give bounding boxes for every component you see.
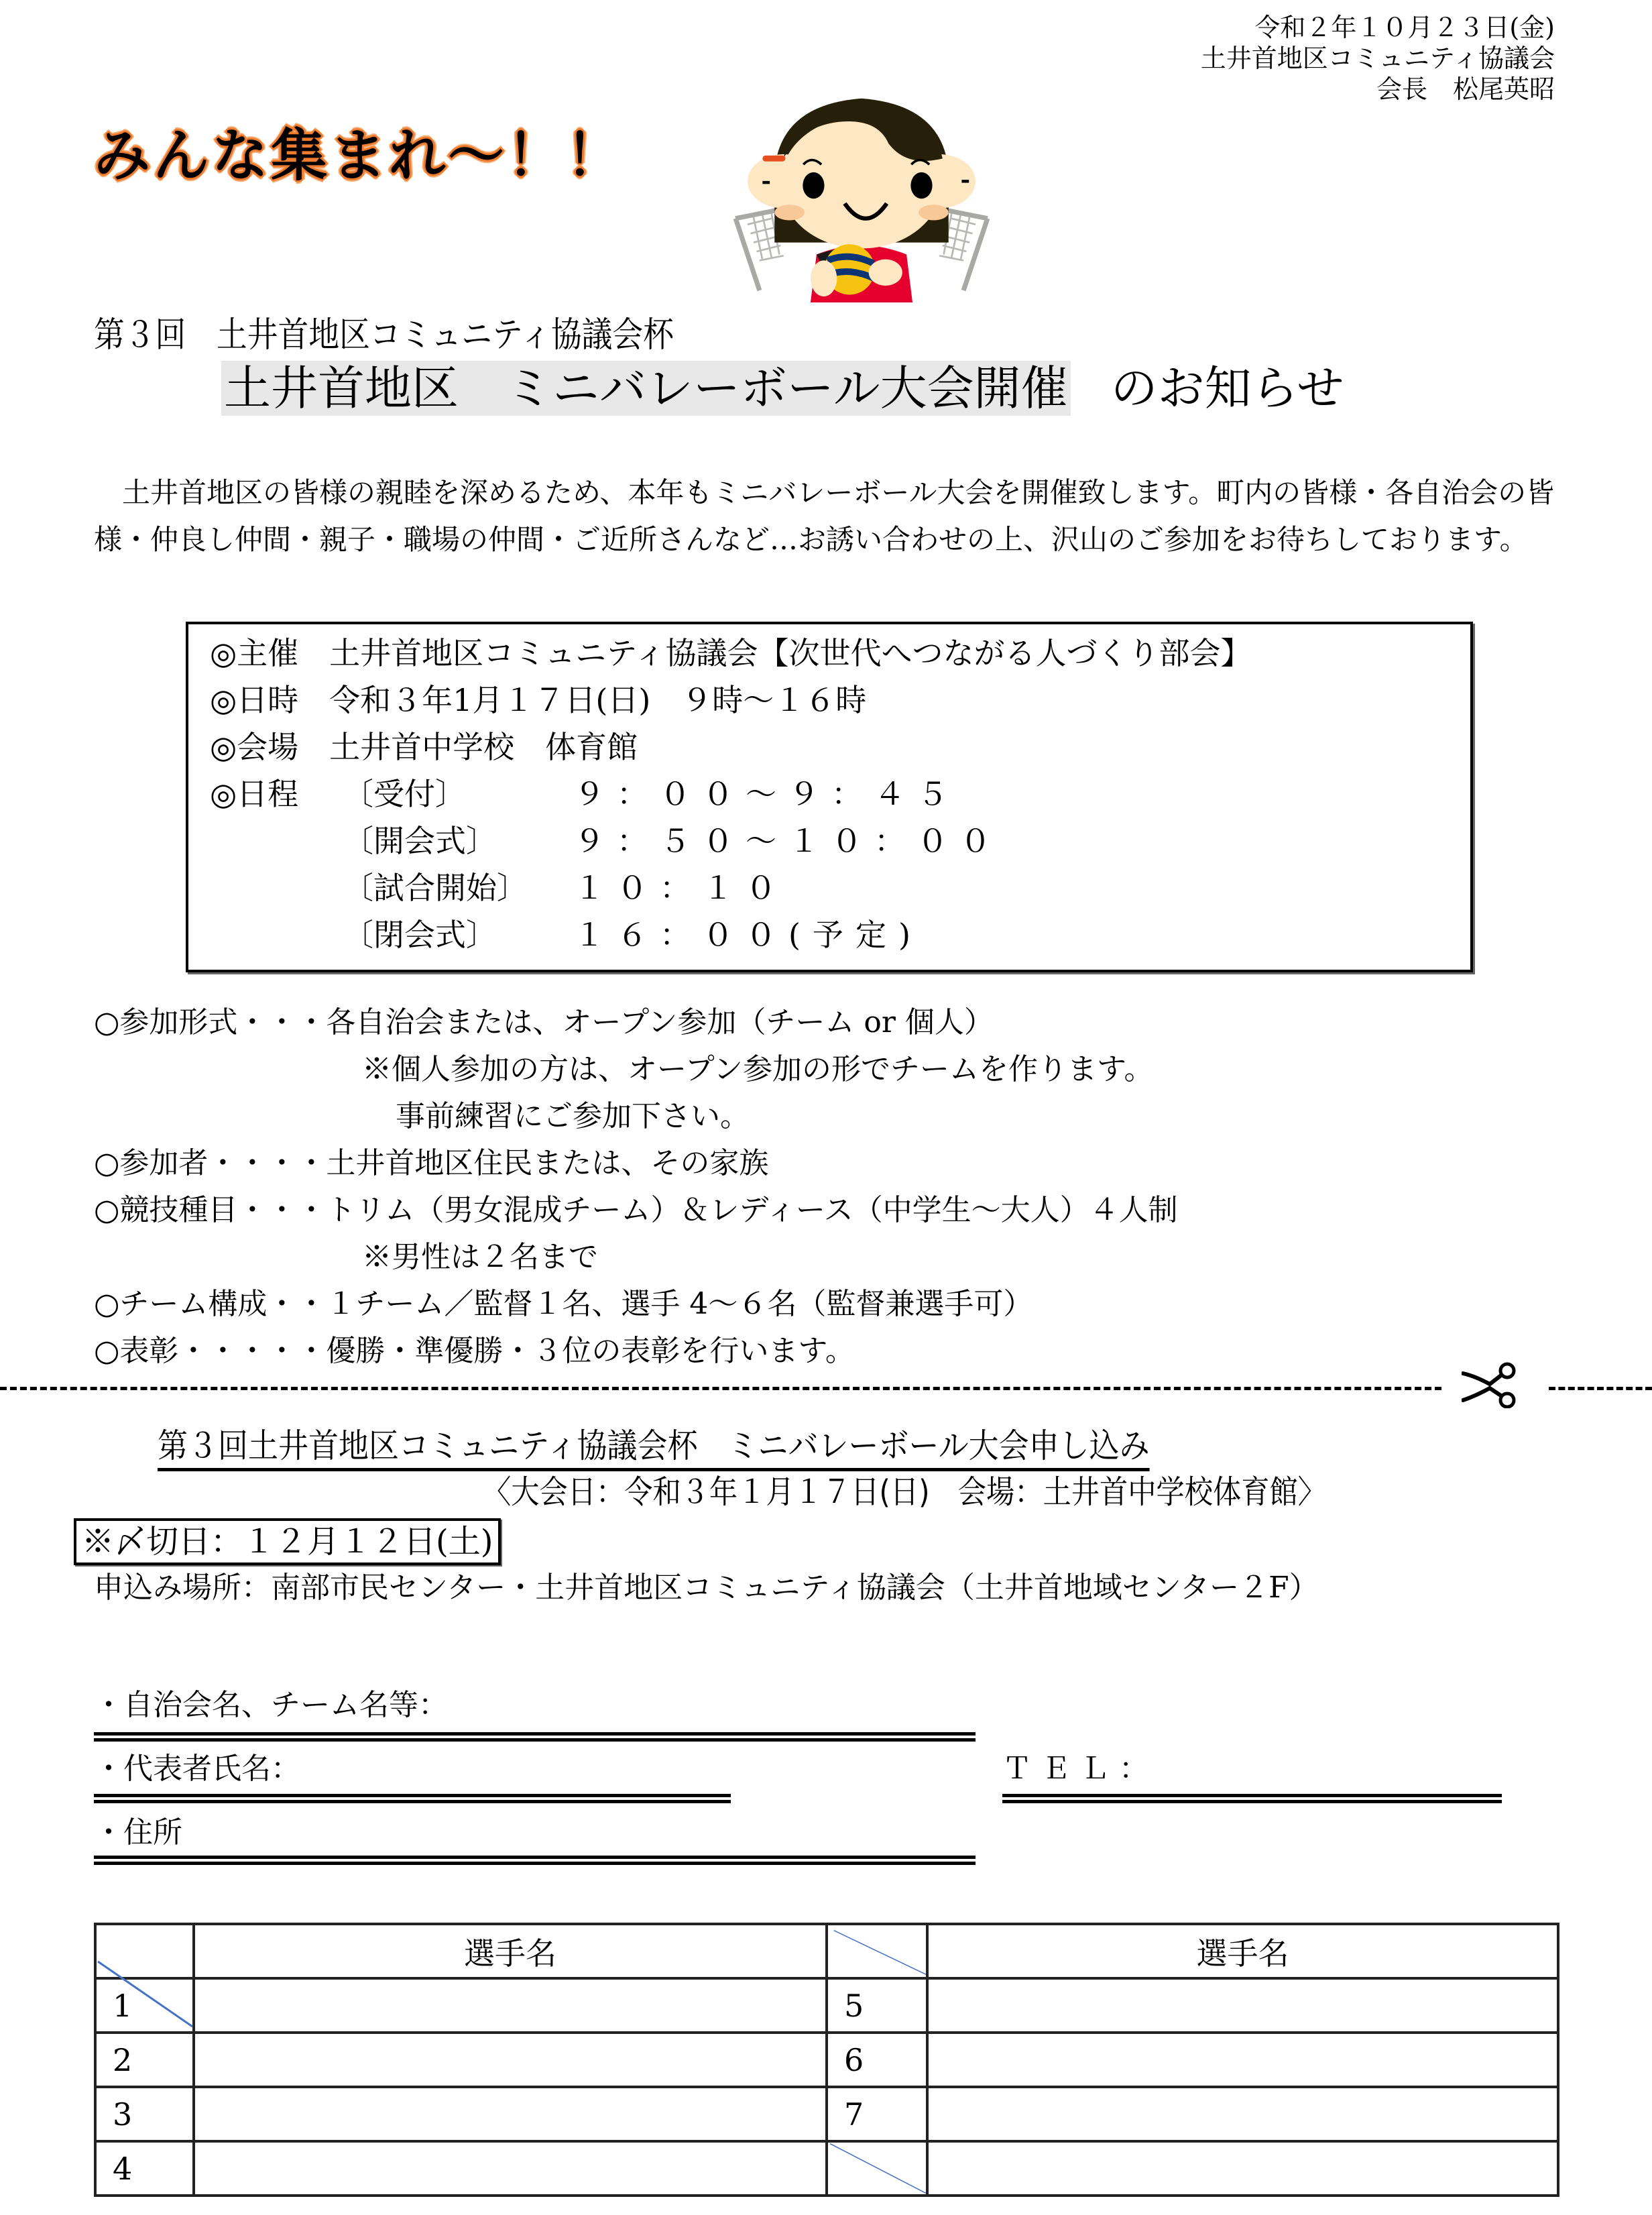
condition-format: ○参加形式・・・各自治会または、オープン参加（チーム or 個人） — [94, 1005, 994, 1039]
representative-input-line[interactable] — [94, 1794, 731, 1803]
row-number: 7 — [827, 2087, 927, 2141]
address-input-line[interactable] — [94, 1856, 976, 1865]
row-number: 5 — [827, 1978, 927, 2033]
player-name-cell[interactable] — [927, 2087, 1558, 2141]
cut-line — [0, 1387, 1441, 1390]
condition-note: ※個人参加の方は、オープン参加の形でチームを作ります。 — [362, 1052, 1154, 1086]
main-title — [221, 361, 1344, 416]
event-subtitle: 第３回 土井首地区コミュニティ協議会杯 — [94, 315, 674, 355]
row-number: 3 — [95, 2087, 194, 2141]
schedule-row: 〔開会式〕 ９：５０〜１０：００ — [343, 823, 1003, 859]
team-name-input-line[interactable] — [94, 1732, 976, 1742]
scissors-icon — [1462, 1361, 1522, 1408]
main-title-highlighted: 土井首地区 ミニバレーボール大会開催 — [221, 361, 1071, 416]
event-info-box — [186, 622, 1473, 972]
column-header-player-name: 選手名 — [194, 1924, 827, 1978]
player-name-cell[interactable] — [194, 1978, 827, 2033]
player-name-cell[interactable] — [927, 1978, 1558, 2033]
table-row — [95, 2033, 1558, 2087]
row-number: 1 — [95, 1978, 194, 2033]
schedule-row: 〔試合開始〕 １０：１０ — [343, 870, 788, 906]
row-number: 4 — [95, 2141, 194, 2196]
player-name-cell[interactable] — [194, 2087, 827, 2141]
address-label: ・住所 — [94, 1815, 182, 1850]
row-number: 6 — [827, 2033, 927, 2087]
column-header-player-name: 選手名 — [927, 1924, 1558, 1978]
schedule-row: 〔受付〕 ９：００〜９：４５ — [343, 776, 960, 812]
representative-label: ・代表者氏名： — [94, 1752, 300, 1786]
player-name-cell[interactable] — [194, 2033, 827, 2087]
condition-awards: ○表彰・・・・・優勝・準優勝・３位の表彰を行います。 — [94, 1334, 855, 1368]
info-schedule-label: ◎日程 — [210, 776, 299, 812]
info-datetime: ◎日時 令和３年1月１７日(日) ９時〜１６時 — [210, 682, 867, 718]
condition-note: ※男性は２名まで — [362, 1240, 598, 1274]
row-number: 2 — [95, 2033, 194, 2087]
application-place: 申込み場所：南部市民センター・土井首地区コミュニティ協議会（土井首地域センター２F） — [94, 1571, 1319, 1605]
table-row — [95, 1978, 1558, 2033]
organization-name: 土井首地区コミュニティ協議会 — [1200, 44, 1555, 73]
table-row — [95, 2087, 1558, 2141]
condition-note: 事前練習にご参加下さい。 — [396, 1099, 750, 1133]
player-name-cell[interactable] — [927, 2141, 1558, 2196]
application-title: 第３回土井首地区コミュニティ協議会杯 ミニバレーボール大会申し込み — [158, 1425, 1150, 1471]
tel-input-line[interactable] — [1002, 1794, 1502, 1803]
player-name-cell[interactable] — [194, 2141, 827, 2196]
deadline-box: ※〆切日：１２月１２日(土) — [74, 1518, 501, 1565]
info-venue: ◎会場 土井首中学校 体育館 — [210, 729, 638, 765]
crossed-out-cell — [827, 2141, 927, 2196]
condition-participants: ○参加者・・・・土井首地区住民または、その家族 — [94, 1146, 769, 1180]
main-title-tail: のお知らせ — [1110, 361, 1344, 416]
application-event-info: 〈大会日：令和３年１月１７日(日) 会場：土井首中学校体育館〉 — [483, 1473, 1326, 1511]
table-header-row — [95, 1924, 1558, 1978]
info-host: ◎主催 土井首地区コミュニティ協議会【次世代へつながる人づくり部会】 — [210, 635, 1252, 671]
team-name-label: ・自治会名、チーム名等： — [94, 1688, 448, 1722]
volleyball-girl-illustration — [721, 80, 1002, 308]
table-row — [95, 2141, 1558, 2196]
tel-label: ＴＥＬ： — [1002, 1752, 1158, 1786]
player-roster-table — [94, 1923, 1559, 2197]
condition-events: ○競技種目・・・トリム（男女混成チーム）＆レディース（中学生〜大人）４人制 — [94, 1193, 1178, 1227]
chairperson-name: 会長 松尾英昭 — [1376, 74, 1555, 104]
corner-cell — [827, 1924, 927, 1978]
player-name-cell[interactable] — [927, 2033, 1558, 2087]
document-date: 令和２年１０月２３日(金) — [1254, 13, 1555, 42]
diagonal-strike — [94, 1923, 194, 2043]
cut-line — [1549, 1387, 1652, 1390]
condition-team: ○チーム構成・・１チーム／監督１名、選手 4〜６名（監督兼選手可） — [94, 1287, 1033, 1321]
schedule-row: 〔閉会式〕 １６：００(予定) — [343, 917, 923, 953]
catch-title: みんな集まれ〜！！ — [94, 123, 626, 188]
intro-paragraph: 土井首地区の皆様の親睦を深めるため、本年もミニバレーボール大会を開催致します。町内の皆様・各自治会の皆様・仲良し仲間・親子・職場の仲間・ご近所さんなど…お誘い合わせの上、沢山のご参加をお待ちしております。 — [94, 476, 1555, 556]
